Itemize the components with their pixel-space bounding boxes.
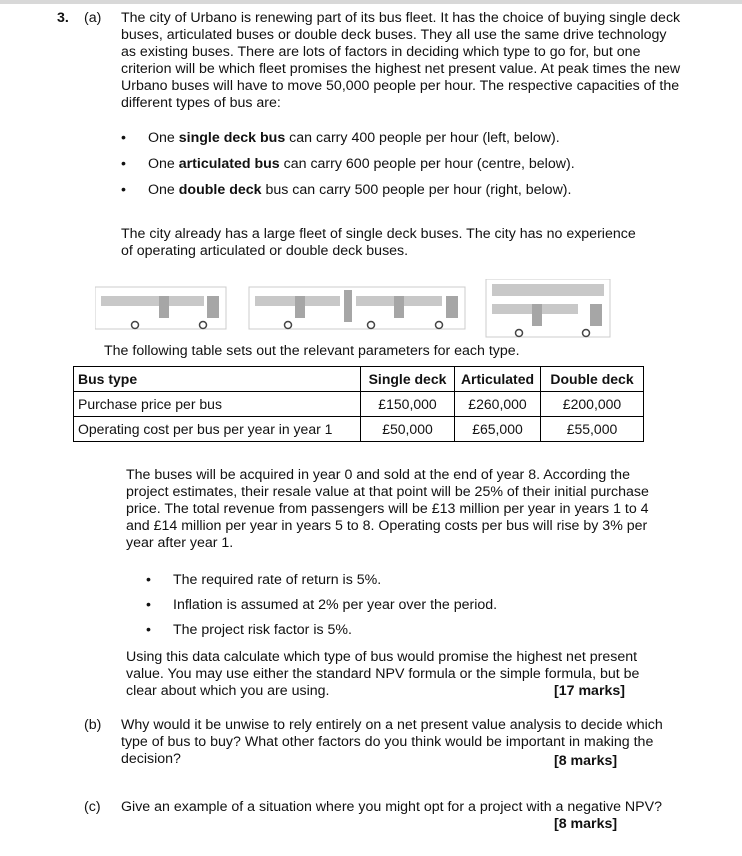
table-cell: £260,000 [455,392,541,417]
double-deck-bus-image [486,279,610,337]
task-c-paragraph: Give an example of a situation where you might opt for a project with a negative NPV? [121,799,662,815]
table-header-cell: Articulated [455,367,541,392]
part-c-label: (c) [84,799,101,815]
capacity-item-articulated: • One articulated bus can carry 600 people per hour (centre, below). [121,156,651,182]
capacity-item-double: • One double deck bus can carry 500 people per hour (right, below). [121,182,651,208]
marks-c: [8 marks] [554,816,618,832]
table-row [74,417,644,442]
assumptions-list [146,572,616,647]
table-header-cell: Single deck [361,367,455,392]
task-b-paragraph: Why would it be unwise to rely entirely on a net present value analysis to decide which type of bus to buy? What other factors do you think would be important in making the decision? [121,717,663,767]
intro-paragraph: The city of Urbano is renewing part of its bus fleet. It has the choice of buying single deck buses, articulated buses or double deck buses. They all use the same drive technology as existing buses. There are lots of factors in deciding which type to go for, but one criterion will be which fleet promises the highest net present value. At peak times the new Urbano buses will have to move 50,000 people per hour. The respective capacities of the different types of bus are: [121,10,681,111]
bus-illustrations [95,279,615,341]
table-row [74,392,644,417]
table-cell: £65,000 [455,417,541,442]
viewer-top-edge [0,0,742,4]
assumption-item: • The project risk factor is 5%. [146,622,616,647]
capacity-item-single: • One single deck bus can carry 400 people per hour (left, below). [121,130,651,156]
assumption-item: • Inflation is assumed at 2% per year over the period. [146,597,616,622]
part-b-label: (b) [84,717,102,733]
table-intro: The following table sets out the relevant parameters for each type. [104,343,520,359]
estimates-paragraph: The buses will be acquired in year 0 and sold at the end of year 8. According the project estimates, their resale value at that point will be 25% of their initial purchase price. The total revenue from passengers will be £13 million per year in years 1 to 4 and £14 million per year in years 5 to 8. Operating costs per bus will rise by 3% per year after year 1. [126,467,649,551]
table-header-row [74,367,644,392]
table-cell: Purchase price per bus [74,392,361,417]
task-a-paragraph: Using this data calculate which type of bus would promise the highest net present value. You may use either the standard NPV formula or the simple formula, but be clear about which you are using. [126,649,640,699]
table-cell: £150,000 [361,392,455,417]
fleet-note: The city already has a large fleet of single deck buses. The city has no experience of operating articulated or double deck buses. [121,226,636,259]
marks-b: [8 marks] [554,753,618,769]
part-a-label: (a) [84,10,102,26]
single-deck-bus-image [95,287,226,329]
marks-a: [17 marks] [554,683,625,699]
articulated-bus-image [249,287,465,329]
question-number: 3. [57,10,69,26]
table-cell: £50,000 [361,417,455,442]
table-cell: £55,000 [541,417,644,442]
table-header-cell: Double deck [541,367,644,392]
table-cell: £200,000 [541,392,644,417]
table-header-cell: Bus type [74,367,361,392]
table-cell: Operating cost per bus per year in year 1 [74,417,361,442]
bus-parameters-table [73,366,644,442]
assumption-item: • The required rate of return is 5%. [146,572,616,597]
capacity-list [121,130,651,208]
